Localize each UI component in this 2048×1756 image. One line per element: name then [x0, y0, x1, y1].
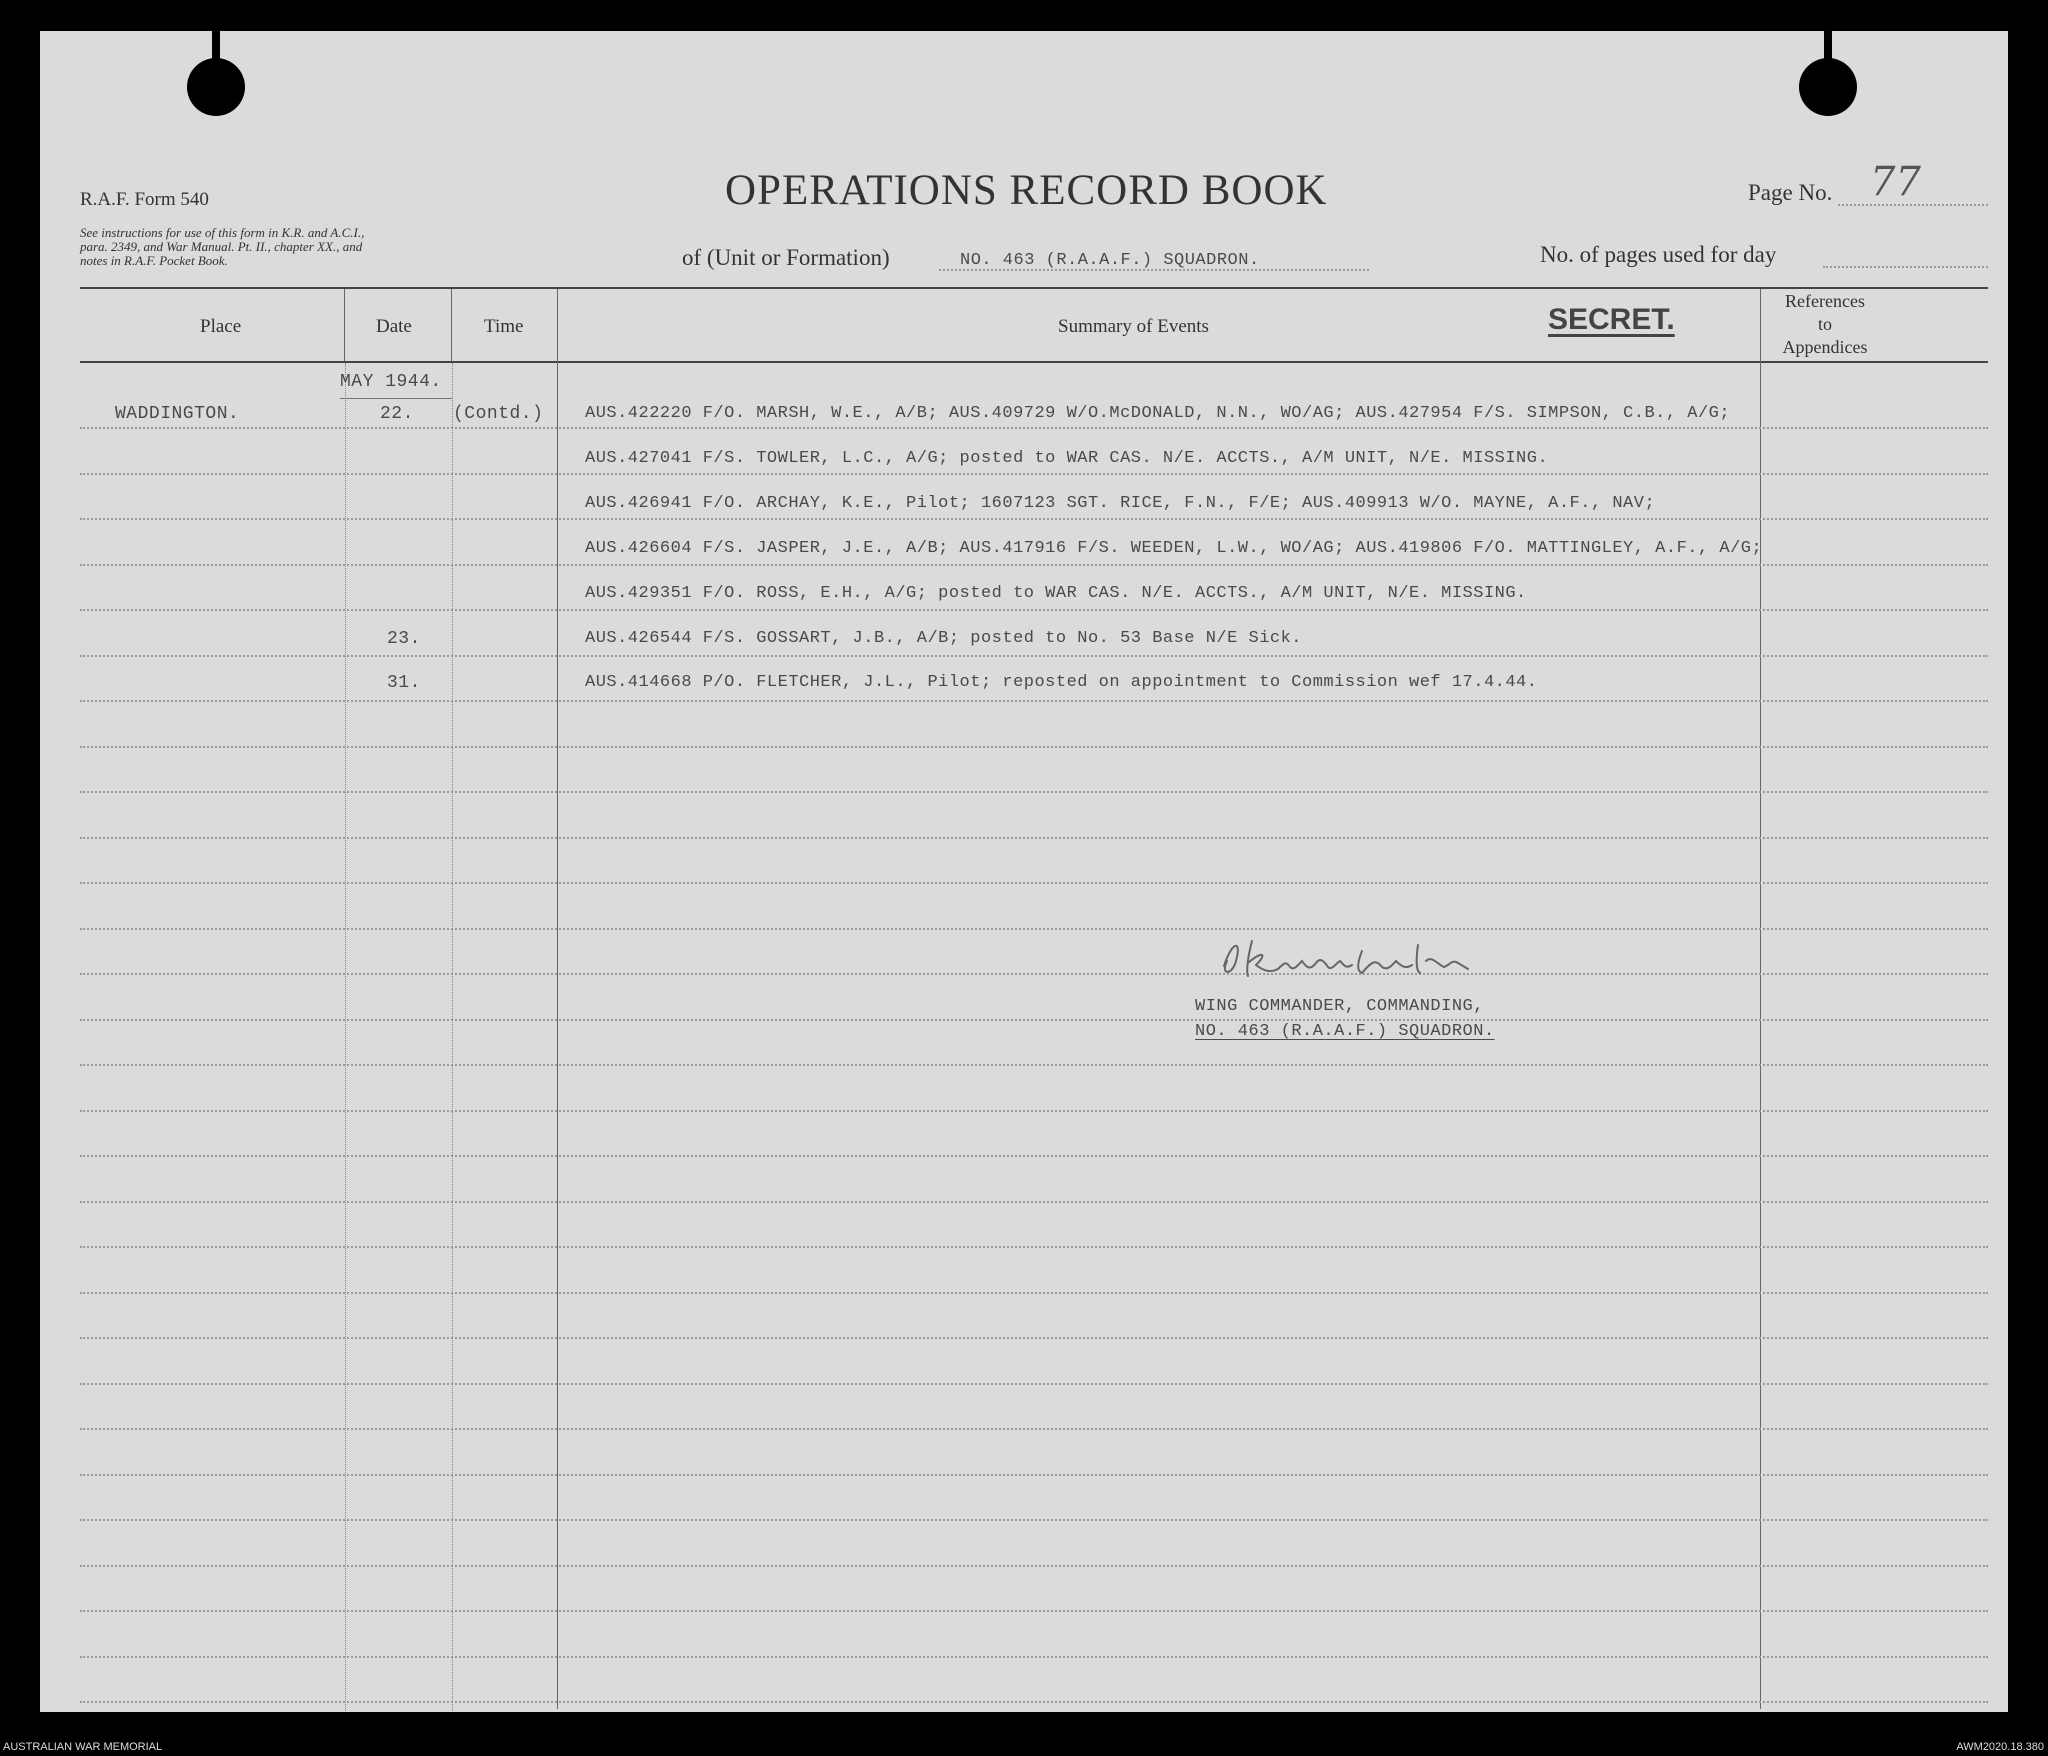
ruled-line	[80, 837, 1988, 839]
entry-date-23: 23.	[387, 629, 421, 649]
ruled-line	[80, 791, 1988, 793]
col-header-references: References to Appendices	[1782, 291, 1868, 357]
ruled-line	[80, 1610, 1988, 1612]
ruled-line	[80, 1519, 1988, 1521]
ruled-line	[80, 1656, 1988, 1658]
summary-line-3: AUS.426941 F/O. ARCHAY, K.E., Pilot; 1607123 SGT. RICE, F.N., F/E; AUS.409913 W/O. MAYNE, A.F., NAV;	[585, 494, 1656, 513]
entry-time-contd: (Contd.)	[453, 404, 544, 424]
entry-month-underline	[340, 398, 452, 399]
signature	[1212, 931, 1512, 991]
page-no-label: Page No.	[1748, 180, 1833, 205]
ruled-line	[80, 1110, 1988, 1112]
punch-hole-left	[187, 58, 245, 116]
secret-stamp: SECRET.	[1548, 303, 1675, 336]
col-header-time: Time	[484, 316, 524, 337]
ruled-line	[80, 1019, 1988, 1021]
pages-used-line	[1823, 266, 1988, 268]
signature-title-1: WING COMMANDER, COMMANDING,	[1195, 997, 1484, 1016]
col-header-place: Place	[200, 316, 242, 337]
signature-title-2: NO. 463 (R.A.A.F.) SQUADRON.	[1195, 1022, 1495, 1041]
unit-label: of (Unit or Formation)	[682, 245, 890, 270]
col-divider-place-date	[344, 289, 345, 361]
ruled-line	[80, 746, 1988, 748]
page-title: OPERATIONS RECORD BOOK	[725, 167, 1328, 214]
summary-line-1: AUS.422220 F/O. MARSH, W.E., A/B; AUS.409729 W/O.McDONALD, N.N., WO/AG; AUS.427954 F/S. SIMPSON, C.B., A/G;	[585, 404, 1731, 423]
summary-line-7: AUS.414668 P/O. FLETCHER, J.L., Pilot; reposted on appointment to Commission wef 17.4.44.	[585, 673, 1538, 692]
footer-right: AWM2020.18.380	[1956, 1741, 2044, 1753]
col-header-date: Date	[376, 316, 412, 337]
ruled-line	[80, 1383, 1988, 1385]
ruled-line	[80, 1246, 1988, 1248]
header-top-rule	[80, 287, 1988, 289]
ruled-line	[80, 1701, 1988, 1703]
ruled-line	[80, 1155, 1988, 1157]
ruled-line	[80, 1064, 1988, 1066]
ruled-line	[80, 1428, 1988, 1430]
form-number: R.A.F. Form 540	[80, 189, 209, 210]
form-instructions: See instructions for use of this form in K.R. and A.C.I., para. 2349, and War Manual. Pt. II., chapter XX., and notes in R.A.F. Pocket Book.	[80, 225, 365, 268]
ruled-line	[80, 973, 1988, 975]
header-bottom-rule	[80, 361, 1988, 363]
pages-used-label: No. of pages used for day	[1540, 242, 1777, 267]
ruled-line	[80, 609, 1988, 611]
entry-date-22: 22.	[380, 404, 414, 424]
col-divider-summary-refs	[1760, 289, 1761, 1709]
ruled-line	[80, 882, 1988, 884]
summary-line-4: AUS.426604 F/S. JASPER, J.E., A/B; AUS.417916 F/S. WEEDEN, L.W., WO/AG; AUS.419806 F/O. MATTINGLEY, A.F., A/G;	[585, 539, 1763, 558]
ruled-line	[80, 928, 1988, 930]
summary-line-2: AUS.427041 F/S. TOWLER, L.C., A/G; posted to WAR CAS. N/E. ACCTS., A/M UNIT, N/E. MISSING.	[585, 449, 1549, 468]
col-header-summary: Summary of Events	[1058, 316, 1209, 337]
ruled-line	[80, 1565, 1988, 1567]
ruled-line	[80, 427, 1988, 429]
punch-hole-right	[1799, 58, 1857, 116]
ruled-line	[80, 1201, 1988, 1203]
ruled-line	[80, 655, 1988, 657]
ruled-line	[80, 700, 1988, 702]
summary-line-6: AUS.426544 F/S. GOSSART, J.B., A/B; posted to No. 53 Base N/E Sick.	[585, 629, 1303, 648]
summary-line-5: AUS.429351 F/O. ROSS, E.H., A/G; posted to WAR CAS. N/E. ACCTS., A/M UNIT, N/E. MISSING.	[585, 584, 1527, 603]
form-sheet	[40, 31, 2008, 1712]
unit-value: NO. 463 (R.A.A.F.) SQUADRON.	[960, 251, 1260, 270]
ruled-line	[80, 1474, 1988, 1476]
entry-date-31: 31.	[387, 673, 421, 693]
ruled-line	[80, 564, 1988, 566]
col-divider-date-time	[451, 289, 452, 361]
footer-left: AUSTRALIAN WAR MEMORIAL	[3, 1741, 163, 1753]
page-no-value: 77	[1870, 159, 1921, 205]
entry-place: WADDINGTON.	[115, 404, 240, 424]
ruled-line	[80, 473, 1988, 475]
entry-month: MAY 1944.	[340, 372, 442, 392]
ruled-line	[80, 518, 1988, 520]
col-divider-time-summary	[557, 289, 558, 1709]
ruled-line	[80, 1292, 1988, 1294]
ruled-line	[80, 1337, 1988, 1339]
